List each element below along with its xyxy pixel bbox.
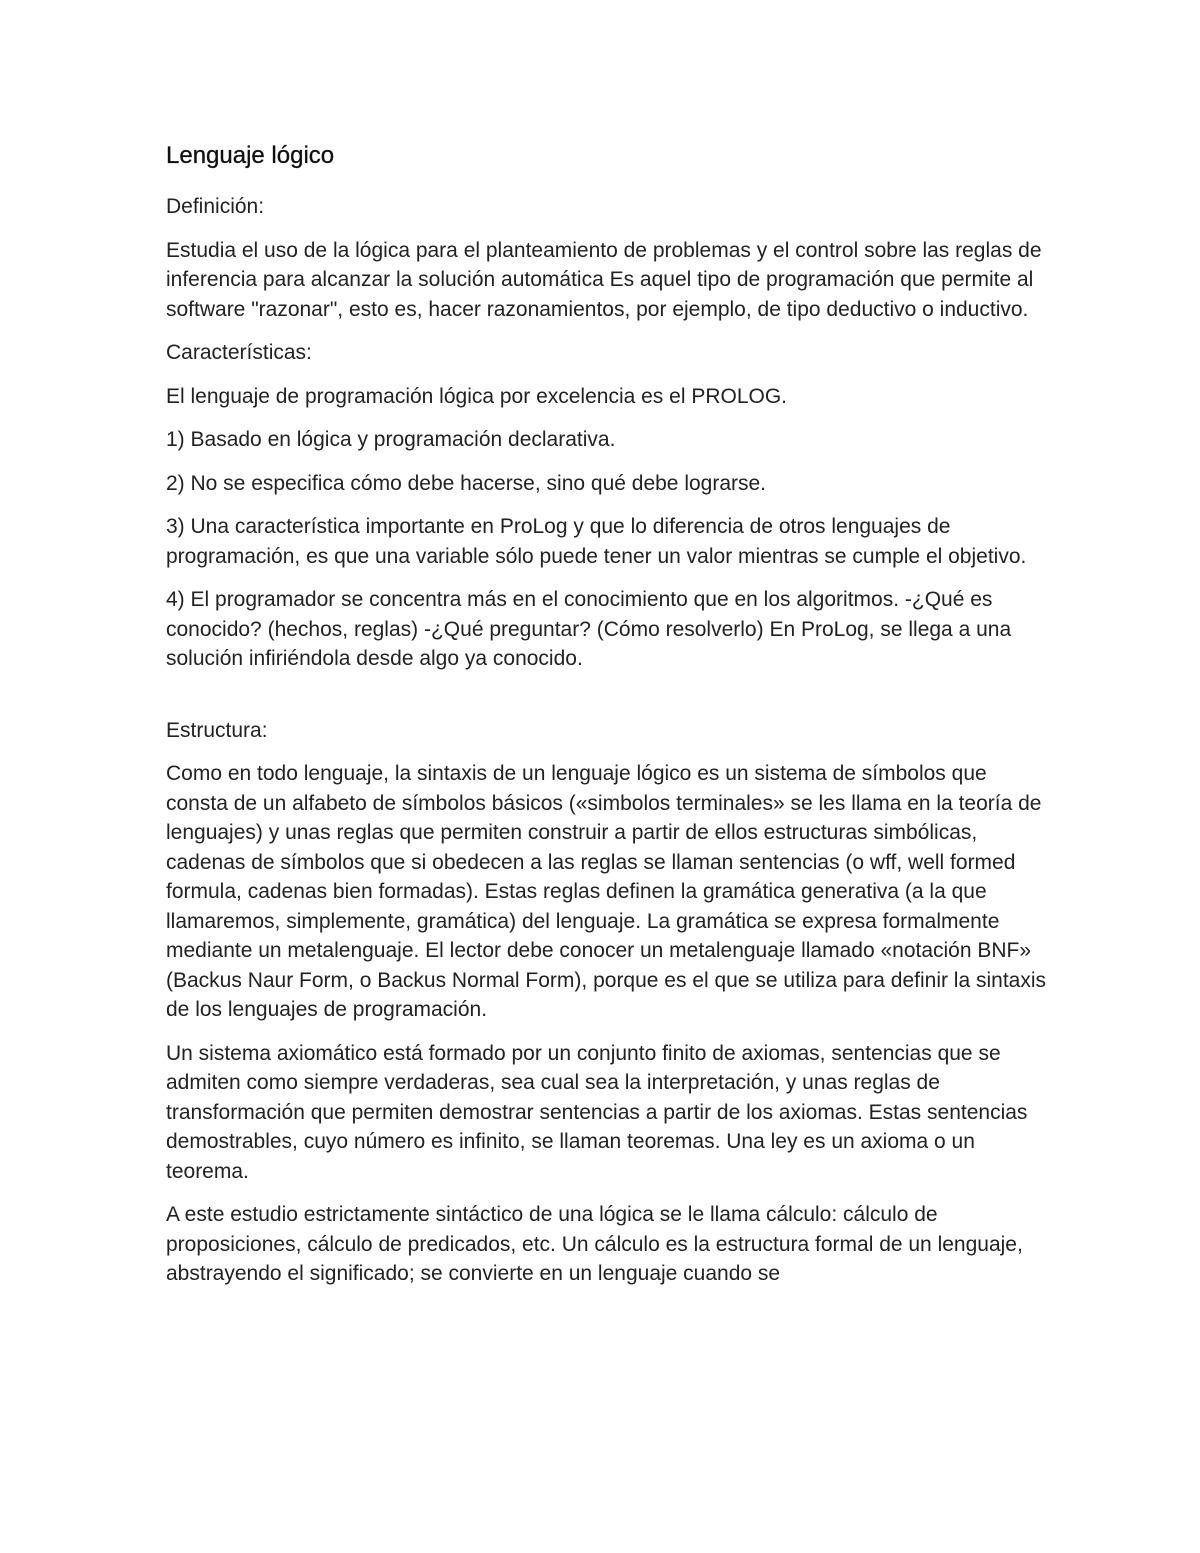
structure-paragraph: Como en todo lenguaje, la sintaxis de un lenguaje lógico es un sistema de símbolos que consta de un alfabeto de símbolos básicos («simbolos terminales» se les llama en la teoría de lenguajes) y unas reglas que permiten construir a partir de ellos estructuras simbólicas, cadenas de símbolos que si obedecen a las reglas se llaman sentencias (o wff, well formed formula, cadenas bien formadas). Estas reglas definen la gramática generativa (a la que llamaremos, simplemente, gramática) del lenguaje. La gramática se expresa formalmente mediante un metalenguaje. El lector debe conocer un metalenguaje llamado «notación BNF» (Backus Naur Form, o Backus Normal Form), porque es el que se utiliza para definir la sintaxis de los lenguajes de programación.: [166, 762, 1047, 1021]
definition-paragraph: Estudia el uso de la lógica para el planteamiento de problemas y el control sobre las reglas de inferencia para alcanzar la solución automática Es aquel tipo de programación que permite al software "razonar", esto es, hacer razonamientos, por ejemplo, de tipo deductivo o inductivo.: [166, 238, 1042, 321]
characteristic-item: 3) Una característica importante en ProLog y que lo diferencia de otros lenguajes de programación, es que una variable sólo puede tener un valor mientras se cumple el objetivo.: [166, 515, 1027, 568]
characteristic-item: 1) Basado en lógica y programación declarativa.: [166, 428, 616, 451]
structure-paragraph: A este estudio estrictamente sintáctico de una lógica se le llama cálculo: cálculo de proposiciones, cálculo de predicados, etc. Un cálculo es la estructura formal de un lenguaje, abstrayendo el significado; se convierte en un lenguaje cuando se: [166, 1203, 1023, 1285]
structure-label: Estructura:: [166, 718, 268, 742]
document-title: Lenguaje lógico: [166, 142, 335, 169]
document-page: [166, 140, 1046, 1303]
definition-label: Definición:: [166, 195, 265, 218]
characteristics-label: Características:: [166, 341, 312, 364]
section-spacer: [166, 688, 1046, 716]
structure-paragraph: Un sistema axiomático está formado por un conjunto finito de axiomas, sentencias que se admiten como siempre verdaderas, sea cual sea la interpretación, y unas reglas de transformación que permiten demostrar sentencias a partir de los axiomas. Estas sentencias demostrables, cuyo número es infinito, se llaman teoremas. Una ley es un axioma o un teorema.: [166, 1041, 1028, 1183]
characteristic-item: 2) No se especifica cómo debe hacerse, sino qué debe lograrse.: [166, 471, 767, 495]
characteristic-item: 4) El programador se concentra más en el conocimiento que en los algoritmos. -¿Qué es conocido? (hechos, reglas) -¿Qué preguntar? (Cómo resolverlo) En ProLog, se llega a una solución infiriéndola desde algo ya conocido.: [166, 588, 1012, 670]
characteristics-intro: El lenguaje de programación lógica por excelencia es el PROLOG.: [166, 384, 788, 408]
